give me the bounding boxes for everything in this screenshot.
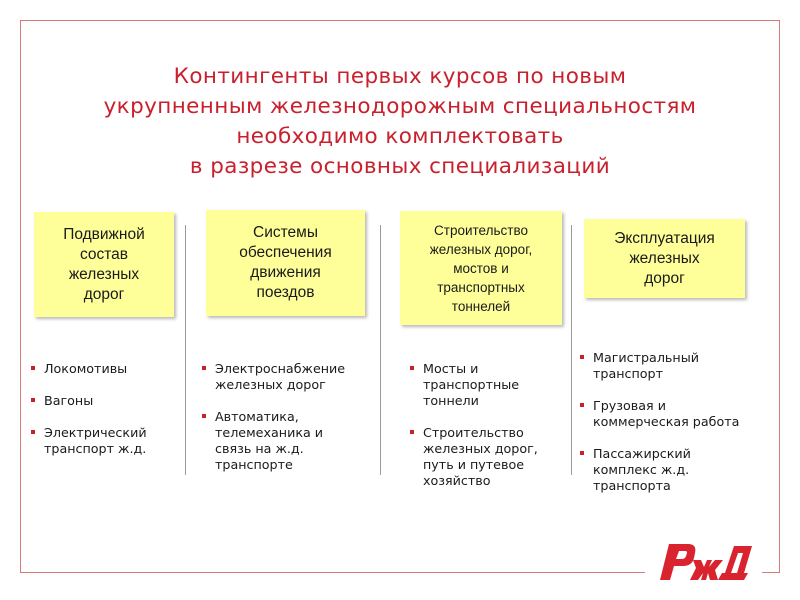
header-line: Подвижной (63, 225, 145, 243)
frame-top-line (20, 20, 780, 21)
list-item (201, 361, 377, 393)
header-line: движения (250, 264, 321, 281)
frame-bottom-line-right (762, 572, 780, 573)
list-item-text: Магистральный (593, 350, 699, 365)
list-item-text: тоннели (423, 393, 479, 408)
list-item-text: Пассажирский (593, 446, 691, 461)
list-item-text: хозяйство (423, 473, 491, 488)
list-item-text: Автоматика, (215, 409, 299, 424)
specializations-list-traffic-systems (201, 361, 377, 473)
header-line: железных дорог, (429, 241, 533, 257)
list-item-text: Мосты и (423, 361, 479, 376)
header-railway-operation (584, 219, 745, 298)
specializations-list-construction (409, 361, 569, 489)
list-item-text: Строительство (423, 425, 524, 440)
header-train-traffic-systems (206, 210, 365, 316)
list-item (30, 425, 180, 457)
title-line: в разрезе основных специализаций (189, 154, 611, 179)
column-divider (571, 225, 572, 475)
list-item-text: телемеханика и (215, 425, 324, 440)
header-line: состав (79, 245, 129, 263)
list-item-text: транспорта (593, 478, 671, 493)
header-line: Строительство (434, 222, 528, 238)
list-item-text: транспорт ж.д. (44, 441, 147, 456)
specializations-list-rolling-stock (30, 361, 180, 457)
list-item-text: коммерческая работа (593, 414, 740, 429)
list-item (30, 361, 180, 377)
title-line: укрупненным железнодорожным специальностям (103, 94, 697, 119)
header-railway-construction (400, 211, 562, 325)
rzd-logo-icon (652, 540, 756, 582)
list-item-text: железных дорог (215, 377, 326, 392)
list-item-text: Локомотивы (44, 361, 128, 376)
title-line: Контингенты первых курсов по новым (173, 64, 627, 89)
header-line: Эксплуатация (614, 229, 715, 247)
list-item (409, 361, 569, 409)
header-line: железных (68, 265, 140, 283)
list-item-text: транспорт (593, 366, 663, 381)
header-line: обеспечения (239, 244, 332, 261)
header-line: железных (629, 249, 700, 267)
list-item-text: путь и путевое (423, 457, 525, 472)
list-item-text: железных дорог, (423, 441, 538, 456)
column-divider (380, 225, 381, 475)
list-item-text: Электроснабжение (215, 361, 346, 376)
list-item (579, 446, 779, 494)
list-item-text: Электрический (44, 425, 147, 440)
frame-bottom-line-left (20, 572, 645, 573)
specializations-list-operation (579, 350, 779, 494)
header-line: поездов (256, 284, 315, 301)
header-line: Системы (253, 224, 318, 241)
list-item (579, 350, 779, 382)
header-line: тоннелей (451, 298, 511, 314)
title-line: необходимо комплектовать (236, 124, 564, 149)
list-item-text: комплекс ж.д. (593, 462, 690, 477)
list-item (30, 393, 180, 409)
header-line: дорог (83, 285, 125, 303)
header-rolling-stock (34, 212, 174, 317)
column-divider (185, 225, 186, 475)
list-item-text: транспортные (423, 377, 520, 392)
list-item-text: транспорте (215, 457, 293, 472)
header-line: дорог (644, 269, 685, 287)
list-item (579, 398, 779, 430)
list-item-text: Вагоны (44, 393, 94, 408)
header-line: транспортных (437, 279, 525, 295)
list-item (201, 409, 377, 473)
list-item (409, 425, 569, 489)
slide-title (20, 62, 780, 182)
header-line: мостов и (453, 260, 509, 276)
list-item-text: Грузовая и (593, 398, 666, 413)
list-item-text: связь на ж.д. (215, 441, 304, 456)
